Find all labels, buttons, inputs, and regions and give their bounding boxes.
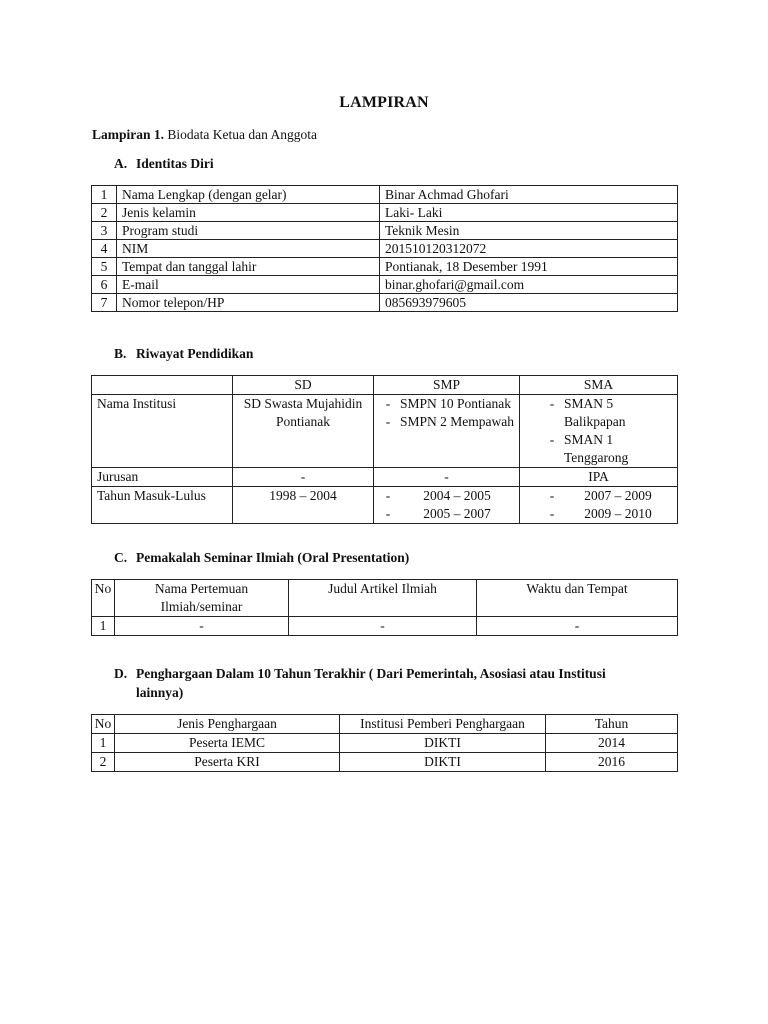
section-d-heading bbox=[114, 664, 674, 702]
cell-value: Binar Achmad Ghofari bbox=[380, 186, 678, 204]
header-cell-sd: SD bbox=[233, 376, 374, 395]
table-row bbox=[92, 276, 678, 294]
sma-institusi bbox=[520, 395, 678, 468]
header-cell-jenis: Jenis Penghargaan bbox=[115, 715, 340, 734]
smp-tahun bbox=[374, 487, 520, 524]
cell-no: 5 bbox=[92, 258, 117, 276]
table-row bbox=[92, 487, 678, 524]
cell-value: Pontianak, 18 Desember 1991 bbox=[380, 258, 678, 276]
sd-tahun: 1998 – 2004 bbox=[233, 487, 374, 524]
cell-value: binar.ghofari@gmail.com bbox=[380, 276, 678, 294]
dash: - bbox=[385, 506, 391, 521]
cell-label: NIM bbox=[117, 240, 380, 258]
section-a-letter: A. bbox=[114, 156, 128, 171]
cell-label: Jenis kelamin bbox=[117, 204, 380, 222]
section-d-title-line2: lainnya) bbox=[136, 685, 184, 700]
header-cell-no: No bbox=[92, 715, 115, 734]
sma-jurusan: IPA bbox=[520, 468, 678, 487]
sma-tahun-list bbox=[540, 487, 672, 523]
sma-tahun bbox=[520, 487, 678, 524]
table-row bbox=[92, 294, 678, 312]
cell-label: Nomor telepon/HP bbox=[117, 294, 380, 312]
dash: - bbox=[549, 432, 555, 447]
dash: - bbox=[549, 396, 555, 411]
identity-table bbox=[91, 185, 678, 312]
cell-jenis: Peserta KRI bbox=[115, 753, 340, 772]
table-row bbox=[92, 395, 678, 468]
section-c-title: Pemakalah Seminar Ilmiah (Oral Presentation) bbox=[136, 550, 410, 565]
list-item bbox=[376, 505, 514, 523]
cell-tahun: 2014 bbox=[546, 734, 678, 753]
awards-table bbox=[91, 714, 678, 772]
page-title: LAMPIRAN bbox=[339, 94, 429, 111]
dash: - bbox=[385, 488, 391, 503]
section-d-title-line1: Penghargaan Dalam 10 Tahun Terakhir ( Dari Pemerintah, Asosiasi atau Institusi bbox=[136, 666, 606, 681]
sd-institusi: SD Swasta Mujahidin Pontianak bbox=[233, 395, 374, 468]
seminar-table bbox=[91, 579, 678, 636]
subtitle-bold: Lampiran 1. bbox=[92, 127, 165, 142]
list-item bbox=[540, 505, 672, 523]
list-item bbox=[540, 431, 672, 467]
cell-no: 1 bbox=[92, 734, 115, 753]
sd-jurusan: - bbox=[233, 468, 374, 487]
dash: - bbox=[385, 414, 391, 429]
cell-waktu: - bbox=[477, 617, 678, 636]
dash: - bbox=[549, 488, 555, 503]
cell-no: 6 bbox=[92, 276, 117, 294]
table-row bbox=[92, 204, 678, 222]
header-cell-waktu: Waktu dan Tempat bbox=[477, 580, 678, 617]
header-cell-sma: SMA bbox=[520, 376, 678, 395]
smp-institusi bbox=[374, 395, 520, 468]
section-d-letter: D. bbox=[114, 666, 128, 681]
table-row bbox=[92, 617, 678, 636]
cell-value: 085693979605 bbox=[380, 294, 678, 312]
table-row bbox=[92, 753, 678, 772]
row-label: Tahun Masuk-Lulus bbox=[92, 487, 233, 524]
table-row bbox=[92, 186, 678, 204]
table-row bbox=[92, 240, 678, 258]
table-row bbox=[92, 258, 678, 276]
list-item-text: 2009 – 2010 bbox=[584, 506, 652, 521]
list-item bbox=[376, 487, 514, 505]
section-c-heading bbox=[114, 550, 409, 566]
dash: - bbox=[549, 506, 555, 521]
cell-no: 7 bbox=[92, 294, 117, 312]
cell-pertemuan: - bbox=[115, 617, 289, 636]
row-label: Nama Institusi bbox=[92, 395, 233, 468]
list-item-text: 2004 – 2005 bbox=[423, 488, 491, 503]
subtitle bbox=[92, 127, 317, 143]
dash: - bbox=[385, 396, 391, 411]
list-item-text: SMPN 10 Pontianak bbox=[400, 396, 512, 411]
cell-label: Program studi bbox=[117, 222, 380, 240]
header-cell-institusi: Institusi Pemberi Penghargaan bbox=[340, 715, 546, 734]
table-header-row bbox=[92, 580, 678, 617]
table-row bbox=[92, 734, 678, 753]
list-item-text: 2005 – 2007 bbox=[423, 506, 491, 521]
list-item bbox=[376, 413, 514, 431]
section-b-title: Riwayat Pendidikan bbox=[136, 346, 254, 361]
cell-institusi: DIKTI bbox=[340, 734, 546, 753]
subtitle-text: Biodata Ketua dan Anggota bbox=[164, 127, 317, 142]
cell-no: 2 bbox=[92, 204, 117, 222]
section-a-title: Identitas Diri bbox=[136, 156, 214, 171]
cell-no: 1 bbox=[92, 186, 117, 204]
table-header-row bbox=[92, 376, 678, 395]
sma-institusi-list bbox=[540, 395, 672, 467]
section-a-heading bbox=[114, 156, 214, 172]
cell-judul: - bbox=[289, 617, 477, 636]
cell-no: 3 bbox=[92, 222, 117, 240]
table-row bbox=[92, 468, 678, 487]
list-item bbox=[540, 487, 672, 505]
list-item-text: SMAN 5 Balikpapan bbox=[564, 396, 626, 429]
header-cell-no: No bbox=[92, 580, 115, 617]
smp-institusi-list bbox=[376, 395, 514, 431]
section-b-heading bbox=[114, 346, 253, 362]
header-cell-smp: SMP bbox=[374, 376, 520, 395]
list-item-text: 2007 – 2009 bbox=[584, 488, 652, 503]
cell-jenis: Peserta IEMC bbox=[115, 734, 340, 753]
cell-no: 1 bbox=[92, 617, 115, 636]
section-b-letter: B. bbox=[114, 346, 127, 361]
list-item bbox=[376, 395, 514, 413]
list-item-text: SMAN 1 Tenggarong bbox=[564, 432, 629, 465]
cell-value: 201510120312072 bbox=[380, 240, 678, 258]
education-table bbox=[91, 375, 678, 524]
cell-value: Laki- Laki bbox=[380, 204, 678, 222]
cell-value: Teknik Mesin bbox=[380, 222, 678, 240]
table-header-row bbox=[92, 715, 678, 734]
smp-tahun-list bbox=[376, 487, 514, 523]
header-cell-pertemuan: Nama Pertemuan Ilmiah/seminar bbox=[115, 580, 289, 617]
list-item-text: SMPN 2 Mempawah bbox=[400, 414, 514, 429]
header-cell-empty bbox=[92, 376, 233, 395]
header-cell-judul: Judul Artikel Ilmiah bbox=[289, 580, 477, 617]
cell-tahun: 2016 bbox=[546, 753, 678, 772]
cell-label: Tempat dan tanggal lahir bbox=[117, 258, 380, 276]
cell-label: E-mail bbox=[117, 276, 380, 294]
list-item bbox=[540, 395, 672, 431]
cell-no: 4 bbox=[92, 240, 117, 258]
smp-jurusan: - bbox=[374, 468, 520, 487]
section-c-letter: C. bbox=[114, 550, 128, 565]
header-cell-tahun: Tahun bbox=[546, 715, 678, 734]
table-row bbox=[92, 222, 678, 240]
cell-no: 2 bbox=[92, 753, 115, 772]
cell-label: Nama Lengkap (dengan gelar) bbox=[117, 186, 380, 204]
cell-institusi: DIKTI bbox=[340, 753, 546, 772]
row-label: Jurusan bbox=[92, 468, 233, 487]
